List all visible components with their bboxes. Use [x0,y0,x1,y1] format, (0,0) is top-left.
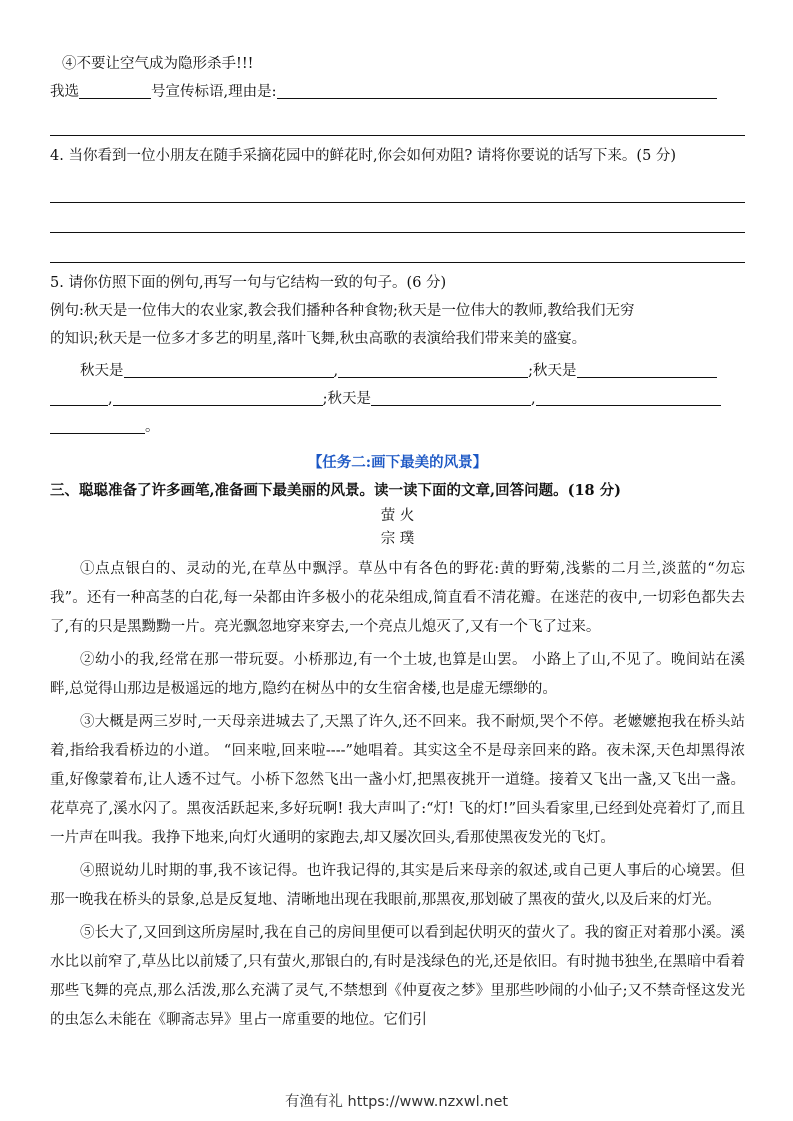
fill-sep-4: ;秋天是 [322,391,371,407]
task-2-title: 【任务二:画下最美的风景】 [307,454,488,471]
question-4: 4. 当你看到一位小朋友在随手采摘花园中的鲜花时,你会如何劝阻? 请将你要说的话写下来。(5 分) [50,148,677,164]
slogan-4: ④不要让空气成为隐形杀手!!! [62,56,254,72]
article-title: 萤 火 [380,508,415,524]
fill-sep-2: ;秋天是 [528,363,577,379]
q5-fill-line-2 [50,385,745,413]
fill-label-a: 秋天是 [80,363,124,379]
fill-sep-5: , [531,391,536,407]
footer-watermark: 有渔有礼 https://www.nzxwl.net [284,1094,509,1110]
article-paragraph-2: ②幼小的我,经常在那一带玩耍。小桥那边,有一个土坡,也算是山罢。 小路上了山,不见了。晚间站在溪畔,总觉得山那边是极遥远的地方,隐约在树丛中的女生宿舍楼,也是虚无缥缈的。 [50,652,745,697]
choose-prefix: 我选 [50,84,79,100]
choose-slogan-line [50,78,745,106]
article-author: 宗 璞 [380,531,415,547]
section-3-heading: 三、聪聪准备了许多画笔,准备画下最美丽的风景。读一读下面的文章,回答问题。(18 分) [50,482,622,499]
fill-blank-7[interactable] [536,387,721,406]
fill-blank-3[interactable] [577,359,717,378]
fill-blank-1[interactable] [124,359,334,378]
fill-blank-4[interactable] [50,387,108,406]
q5-fill-line-1 [50,357,745,385]
fill-blank-8[interactable] [50,415,145,434]
question-5: 5. 请你仿照下面的例句,再写一句与它结构一致的句子。(6 分) [50,275,447,291]
fill-blank-2[interactable] [338,359,528,378]
q5-fill-line-3 [50,413,745,441]
reason-answer-line[interactable] [50,109,745,136]
reason-blank[interactable] [277,80,717,99]
article-paragraph-3: ③大概是两三岁时,一天母亲进城去了,天黑了许久,还不回来。我不耐烦,哭个不停。老嬷嬷抱我在桥头站着,指给我看桥边的小道。 “回来啦,回来啦----”她唱着。其实这全不是母亲回来的路。夜未深,天色却黑得浓重,好像蒙着布,让人透不过气。小桥下忽然飞出一盏小灯,把黑夜挑开一道缝。接着又飞出一盏,又飞出一盏。 花草亮了,溪水闪了。黑夜活跃起来,多好玩啊! 我大声叫了:“灯! 飞的灯!”回头看家里,已经到处亮着灯了,而且一片声在叫我。我挣下地来,向灯火通明的家跑去,却又屡次回头,看那使黑夜发光的飞灯。 [50,714,745,846]
article-paragraph-5: ⑤长大了,又回到这所房屋时,我在自己的房间里便可以看到起伏明灭的萤火了。我的窗正对着那小溪。溪水比以前窄了,草丛比以前矮了,只有萤火,那银白的,有时是浅绿色的光,还是依旧。有时抛书独坐,在黑暗中看着那些飞舞的亮点,那么活泼,那么充满了灵气,不禁想到《仲夏夜之梦》里那些吵闹的小仙子;又不禁奇怪这发光的虫怎么未能在《聊斋志异》里占一席重要的地位。它们引 [50,925,745,1028]
fill-blank-5[interactable] [113,387,323,406]
fill-end: 。 [145,419,160,435]
fill-sep-1: , [333,363,339,379]
article-paragraph-4: ④照说幼儿时期的事,我不该记得。也许我记得的,其实是后来母亲的叙述,或自己更人事后的心境罢。但那一晚我在桥头的景象,总是反复地、清晰地出现在我眼前,那黑夜,那划破了黑夜的萤火,以及后来的灯光。 [50,863,745,908]
q4-answer-line-1[interactable] [50,176,745,203]
choose-middle: 号宣传标语,理由是: [151,84,277,100]
q4-answer-line-3[interactable] [50,236,745,263]
fill-sep-3: , [108,391,113,407]
fill-blank-6[interactable] [371,387,531,406]
article-paragraph-1: ①点点银白的、灵动的光,在草丛中飘浮。草丛中有各色的野花:黄的野菊,浅紫的二月兰,淡蓝的“勿忘我”。还有一种高茎的白花,每一朵都由许多极小的花朵组成,简直看不清花瓣。在迷茫的夜中,一切彩色都失去了,有的只是黑黝黝一片。亮光飘忽地穿来穿去,一个亮点儿熄灭了,又有一个飞了过来。 [50,561,745,635]
q4-answer-line-2[interactable] [50,206,745,233]
q5-example-line-2: 的知识;秋天是一位多才多艺的明星,落叶飞舞,秋虫高歌的表演给我们带来美的盛宴。 [50,331,587,347]
q5-example-line-1: 例句:秋天是一位伟大的农业家,教会我们播种各种食物;秋天是一位伟大的教师,教给我们无穷 [50,303,635,319]
slogan-number-blank[interactable] [79,80,151,99]
worksheet-page [50,50,745,1035]
